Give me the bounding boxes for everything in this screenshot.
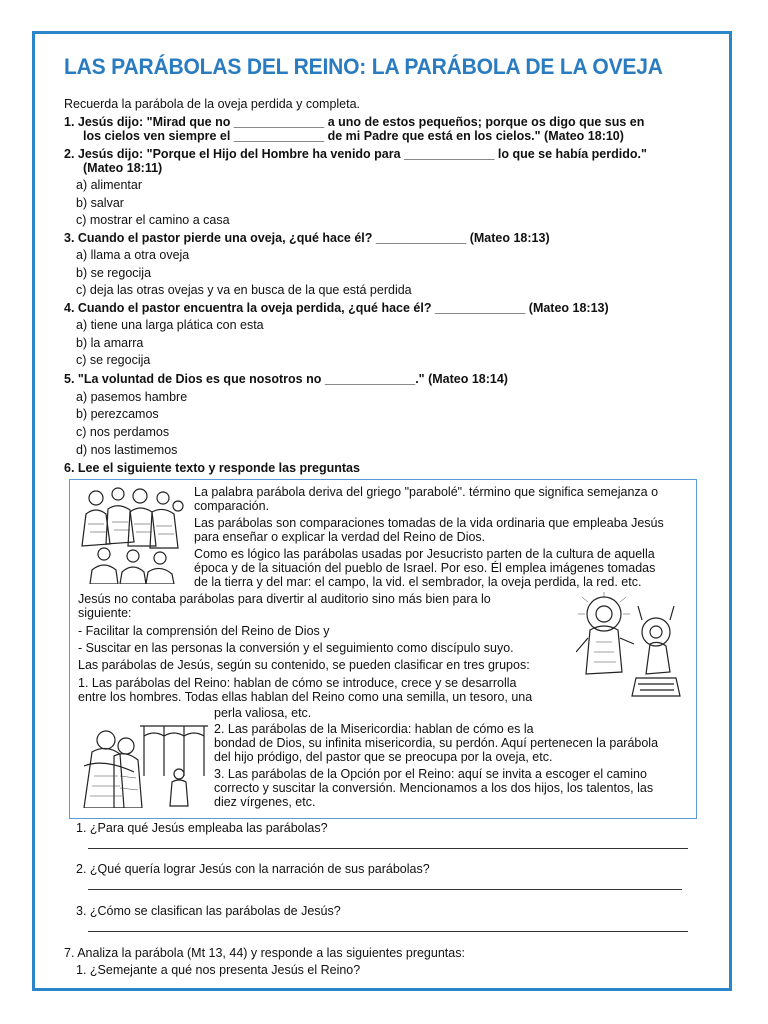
q6-question-3: 3. ¿Cómo se clasifican las parábolas de Jesús? <box>76 904 341 918</box>
reading-line-1: La palabra parábola deriva del griego "parabolé". término que significa semejanza o <box>194 485 659 499</box>
intro-text: Recuerda la parábola de la oveja perdida y completa. <box>64 97 361 111</box>
q7-heading: 7. Analiza la parábola (Mt 13, 44) y responde a las siguientes preguntas: <box>64 946 465 960</box>
q2-option-c: c) mostrar el camino a casa <box>76 213 230 227</box>
reading-line-20: correcto y suscitar la conversión. Mencionamos a los dos hijos, los talentos, las <box>214 781 654 795</box>
reading-line-2: comparación. <box>194 499 270 513</box>
reading-line-9: siguiente: <box>78 606 132 620</box>
q4-text: 4. Cuando el pastor encuentra la oveja perdida, ¿qué hace él? _____________ (Mateo 18:13) <box>64 301 609 315</box>
q5-option-a: a) pasemos hambre <box>76 390 188 404</box>
reading-line-10: - Facilitar la comprensión del Reino de Dios y <box>78 624 330 638</box>
reading-line-3: Las parábolas son comparaciones tomadas de la vida ordinaria que empleaba Jesús <box>194 516 664 530</box>
q3-option-b: b) se regocija <box>76 266 152 280</box>
q4-option-a: a) tiene una larga plática con esta <box>76 318 264 332</box>
q6-question-2: 2. ¿Qué quería lograr Jesús con la narración de sus parábolas? <box>76 862 430 876</box>
reading-line-21: diez vírgenes, etc. <box>214 795 316 809</box>
q2-option-b: b) salvar <box>76 196 124 210</box>
q2-line-2: (Mateo 18:11) <box>83 161 163 175</box>
q4-option-c: c) se regocija <box>76 353 151 367</box>
page-title: LAS PARÁBOLAS DEL REINO: LA PARÁBOLA DE LA OVEJA <box>64 54 663 79</box>
reading-line-17: bondad de Dios, su infinita misericordia, su perdón. Aquí pertenecen la parábola <box>214 736 659 750</box>
reading-line-5: Como es lógico las parábolas usadas por Jesucristo parten de la cultura de aquella <box>194 547 655 561</box>
reading-line-14: entre los hombres. Todas ellas hablan del Reino como una semilla, un tesoro, una <box>78 690 533 704</box>
reading-line-7: de la tierra y del mar: el campo, la vid. el sembrador, la oveja perdida, la red. etc. <box>194 575 642 589</box>
q3-text: 3. Cuando el pastor pierde una oveja, ¿qué hace él? _____________ (Mateo 18:13) <box>64 231 550 245</box>
q3-option-a: a) llama a otra oveja <box>76 248 190 262</box>
q6-heading: 6. Lee el siguiente texto y responde las preguntas <box>64 461 360 475</box>
reading-line-8: Jesús no contaba parábolas para divertir al auditorio sino más bien para lo <box>78 592 491 606</box>
reading-line-12: Las parábolas de Jesús, según su contenido, se pueden clasificar en tres grupos: <box>78 658 530 672</box>
answer-line-3[interactable] <box>88 931 688 932</box>
prodigal-son-illustration <box>74 716 210 808</box>
jesus-treasure-illustration <box>576 592 688 704</box>
reading-line-4: para enseñar o explicar la verdad del Reino de Dios. <box>194 530 486 544</box>
q7-question-1: 1. ¿Semejante a qué nos presenta Jesús el Reino? <box>76 963 361 977</box>
answer-line-1[interactable] <box>88 848 688 849</box>
reading-line-6: época y de la situación del pueblo de Israel. Por eso. Él emplea imágenes tomadas <box>194 561 656 575</box>
q6-question-1: 1. ¿Para qué Jesús empleaba las parábolas? <box>76 821 328 835</box>
answer-line-2[interactable] <box>88 889 682 890</box>
reading-line-16: 2. Las parábolas de la Misericordia: hablan de cómo es la <box>214 722 534 736</box>
reading-line-19: 3. Las parábolas de la Opción por el Reino: aquí se invita a escoger el camino <box>214 767 647 781</box>
reading-line-11: - Suscitar en las personas la conversión y el seguimiento como discípulo suyo. <box>78 641 514 655</box>
q1-line-2: los cielos ven siempre el _____________ de mi Padre que está en los cielos." (Mateo 18:10) <box>83 129 624 143</box>
q5-option-d: d) nos lastimemos <box>76 443 178 457</box>
crowd-illustration <box>78 484 186 584</box>
reading-line-18: del hijo pródigo, del pastor que se preocupa por la oveja, etc. <box>214 750 553 764</box>
q3-option-c: c) deja las otras ovejas y va en busca de la que está perdida <box>76 283 412 297</box>
reading-line-13: 1. Las parábolas del Reino: hablan de cómo se introduce, crece y se desarrolla <box>78 676 517 690</box>
q2-option-a: a) alimentar <box>76 178 142 192</box>
reading-line-15: perla valiosa, etc. <box>214 706 312 720</box>
q5-option-b: b) perezcamos <box>76 407 159 421</box>
q5-text: 5. "La voluntad de Dios es que nosotros no _____________." (Mateo 18:14) <box>64 372 508 386</box>
q4-option-b: b) la amarra <box>76 336 144 350</box>
q2-line-1: 2. Jesús dijo: "Porque el Hijo del Hombre ha venido para _____________ lo que se había perdido." <box>64 147 647 161</box>
q5-option-c: c) nos perdamos <box>76 425 170 439</box>
q1-line-1: 1. Jesús dijo: "Mirad que no _____________ a uno de estos pequeños; porque os digo que sus en <box>64 115 645 129</box>
